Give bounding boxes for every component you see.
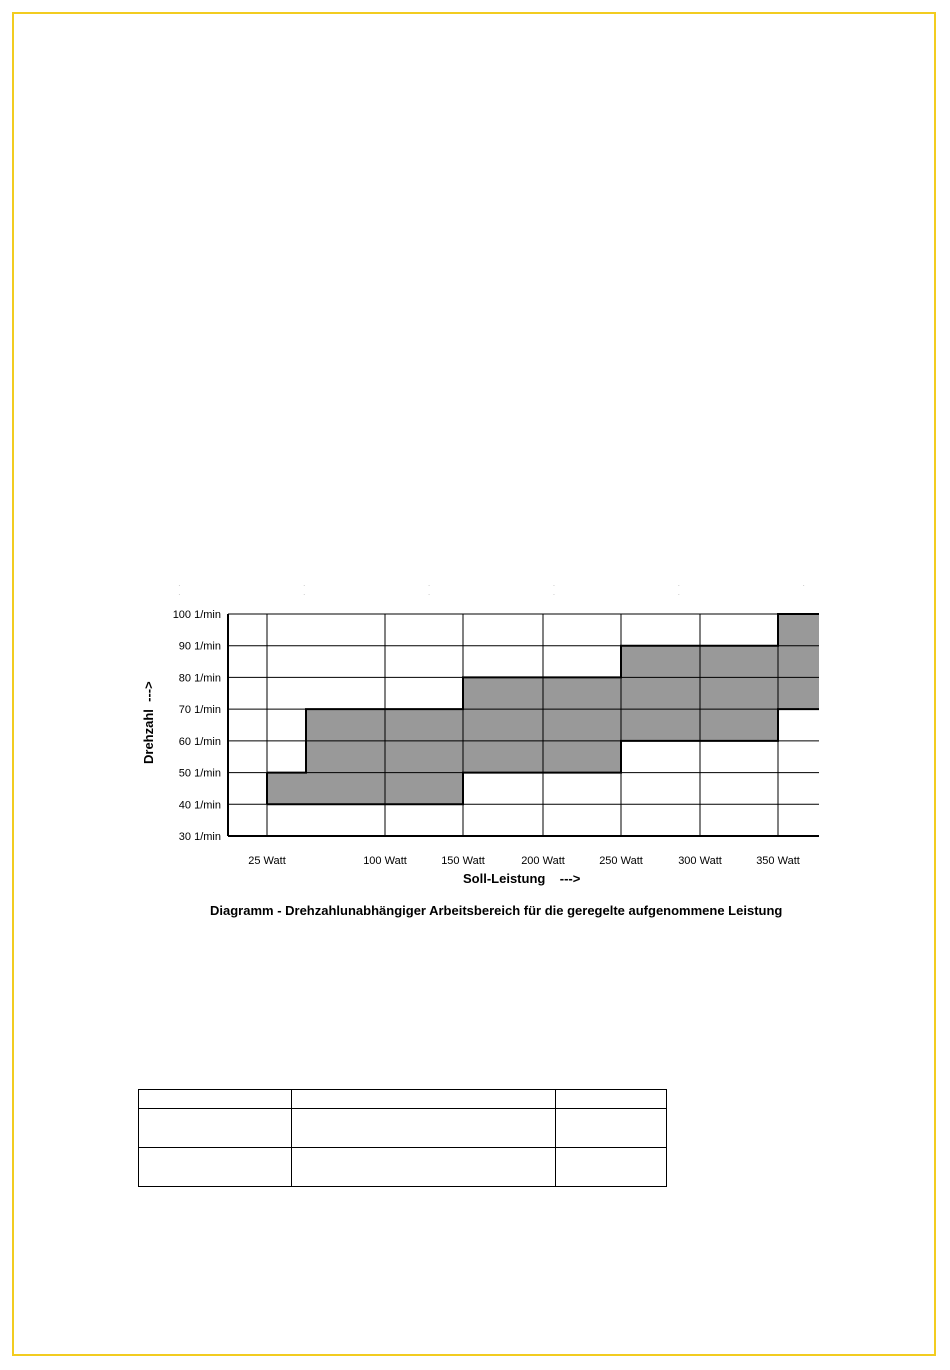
x-tick-label: 250 Watt — [599, 855, 643, 867]
x-tick-label: 350 Watt — [756, 855, 800, 867]
table-cell — [139, 1109, 292, 1148]
table-cell — [292, 1148, 556, 1187]
y-tick-label: 60 1/min — [178, 735, 221, 748]
table-row — [139, 1109, 667, 1148]
x-tick-label: 200 Watt — [521, 855, 565, 867]
y-tick-label: 90 1/min — [178, 640, 221, 653]
area-step-1 — [267, 773, 306, 805]
x-tick-label: 150 Watt — [441, 855, 485, 867]
table-cell — [556, 1090, 667, 1109]
y-tick-label: 30 1/min — [178, 831, 221, 843]
y-tick-label: 100 1/min — [172, 609, 221, 621]
chart-caption: Diagramm - Drehzahlunabhängiger Arbeitsbereich für die geregelte aufgenommene Leistung — [210, 903, 783, 918]
y-tick-label: 40 1/min — [178, 799, 221, 812]
y-tick-label: 80 1/min — [178, 672, 221, 685]
table-cell — [292, 1109, 556, 1148]
x-axis-label: Soll-Leistung ---> — [463, 871, 581, 886]
table-cell — [292, 1090, 556, 1109]
table-cell — [139, 1090, 292, 1109]
table-cell — [139, 1148, 292, 1187]
table-row — [139, 1090, 667, 1109]
faint-dots: · · · · · · · · · · · — [178, 581, 866, 599]
y-tick-label: 50 1/min — [178, 767, 221, 780]
y-tick-label: 70 1/min — [178, 704, 221, 717]
area-step-3 — [463, 677, 621, 772]
table-cell — [556, 1148, 667, 1187]
x-tick-label: 100 Watt — [363, 855, 407, 867]
area-step-5 — [778, 614, 819, 709]
x-tick-label: 25 Watt — [248, 855, 286, 867]
blank-table — [138, 1089, 667, 1187]
table-cell — [556, 1109, 667, 1148]
table-row — [139, 1148, 667, 1187]
y-axis-label: Drehzahl ---> — [141, 681, 156, 764]
x-tick-label: 300 Watt — [678, 855, 722, 867]
